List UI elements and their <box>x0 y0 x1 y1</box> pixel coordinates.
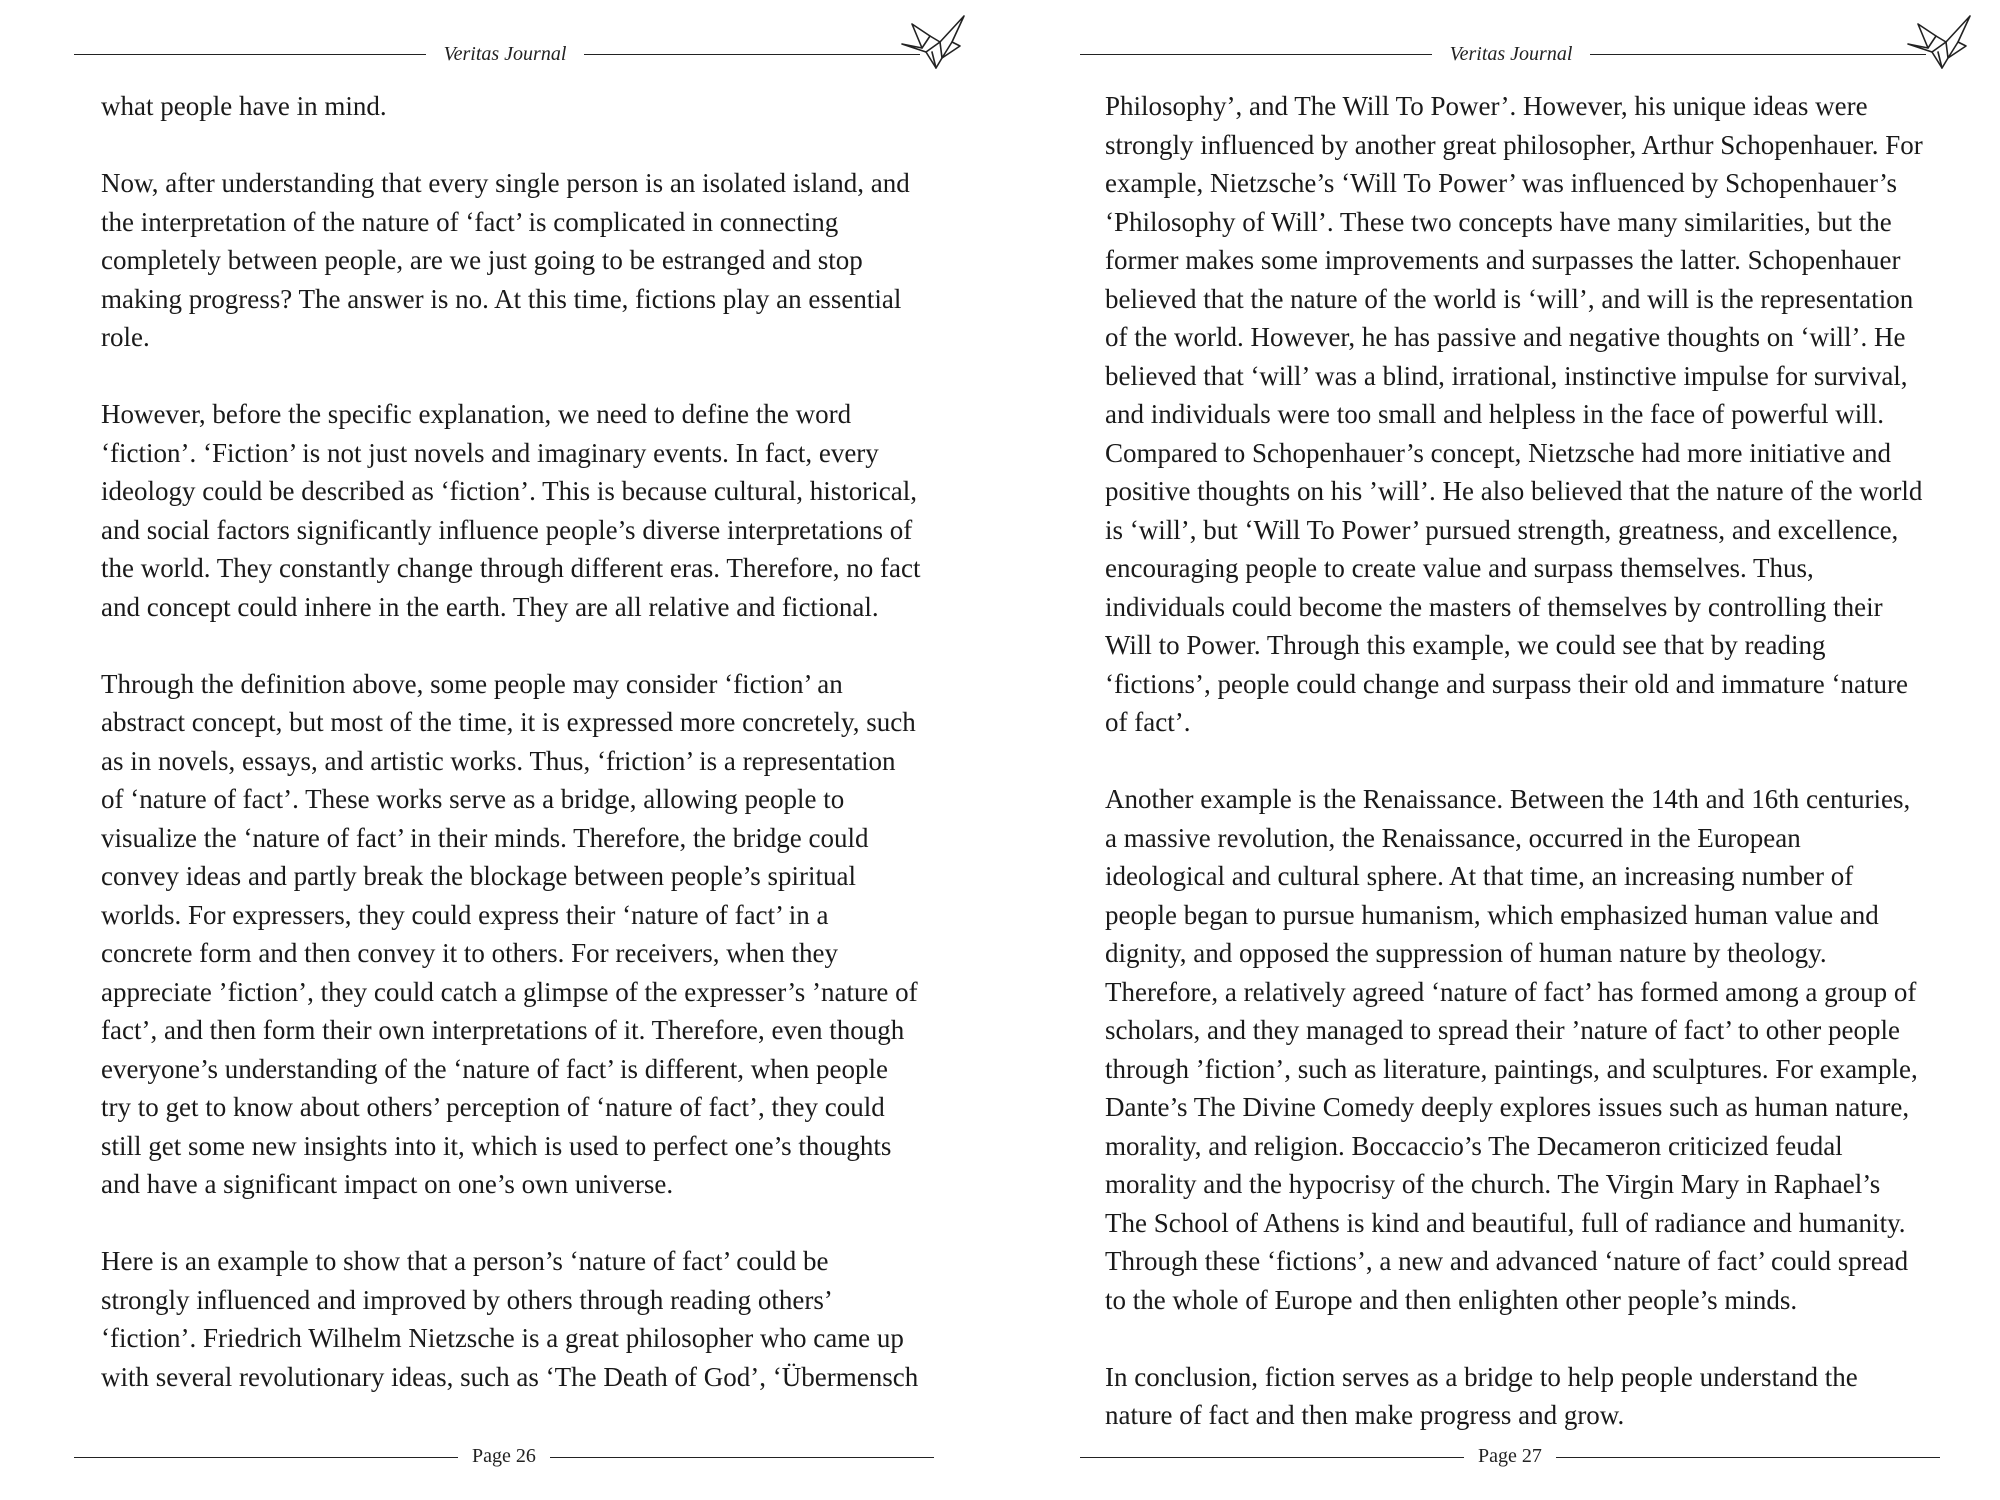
journal-title: Veritas Journal <box>443 43 567 65</box>
page-number: Page 27 <box>1478 1445 1542 1467</box>
footer-rule-left <box>1080 1457 1464 1458</box>
paragraph: Through the definition above, some people may consider ‘fiction’ an abstract concept, but most of the time, it is expressed more concretely, such as in novels, essays, and artistic works. Thus, ‘friction’ is a representation of ‘nature of fact’. These works serve as a bridge, allowing people to visualize the ‘nature of fact’ in their minds. Therefore, the bridge could convey ideas and partly break the blockage between people’s spiritual worlds. For expressers, they could express their ‘nature of fact’ in a concrete form and then convey it to others. For receivers, when they appreciate ’fiction’, they could catch a glimpse of the expresser’s ’nature of fact’, and then form their own interpretations of it. Therefore, even though everyone’s understanding of the ‘nature of fact’ is different, when people try to get to know about others’ perception of ‘nature of fact’, they could still get some new insights into it, which is used to perfect one’s thoughts and have a significant impact on one’s own universe. <box>101 668 918 1199</box>
header-rule-right <box>1590 54 1926 55</box>
page-body <box>1105 87 1925 1435</box>
paper-crane-icon <box>900 12 966 76</box>
page-number: Page 26 <box>472 1445 536 1467</box>
paragraph: Now, after understanding that every single person is an isolated island, and the interpretation of the nature of ‘fact’ is complicated in connecting completely between people, are we just going to be estranged and stop making progress? The answer is no. At this time, fictions play an essential role. <box>101 168 910 352</box>
paragraph: However, before the specific explanation, we need to define the word ‘fiction’. ‘Fiction’ is not just novels and imaginary events. In fact, every ideology could be described as ‘fiction’. This is because cultural, historical, and social factors significantly influence people’s diverse interpretations of the world. They constantly change through different eras. Therefore, no fact and concept could inhere in the earth. They are all relative and fictional. <box>101 399 921 622</box>
header-rule-left <box>74 54 426 55</box>
page-right <box>1000 0 2000 1500</box>
paragraph: Philosophy’, and The Will To Power’. However, his unique ideas were strongly influenced by another great philosopher, Arthur Schopenhauer. For example, Nietzsche’s ‘Will To Power’ was influenced by Schopenhauer’s ‘Philosophy of Will’. These two concepts have many similarities, but the former makes some improvements and surpasses the latter. Schopenhauer believed that the nature of the world is ‘will’, and will is the representation of the world. However, he has passive and negative thoughts on ‘will’. He believed that ‘will’ was a blind, irrational, instinctive impulse for survival, and individuals were too small and helpless in the face of powerful will. Compared to Schopenhauer’s concept, Nietzsche had more initiative and positive thoughts on his ’will’. He also believed that the nature of the world is ‘will’, but ‘Will To Power’ pursued strength, greatness, and excellence, encouraging people to create value and surpass themselves. Thus, individuals could become the masters of themselves by controlling their Will to Power. Through this example, we could see that by reading ‘fictions’, people could change and surpass their old and immature ‘nature of fact’. <box>1105 91 1923 737</box>
paragraph: what people have in mind. <box>101 91 387 121</box>
journal-title: Veritas Journal <box>1449 43 1573 65</box>
paper-crane-icon <box>1906 12 1972 76</box>
header-rule-right <box>584 54 920 55</box>
footer-rule-right <box>550 1457 934 1458</box>
paragraph: Another example is the Renaissance. Between the 14th and 16th centuries, a massive revolution, the Renaissance, occurred in the European ideological and cultural sphere. At that time, an increasing number of people began to pursue humanism, which emphasized human value and dignity, and opposed the suppression of human nature by theology. Therefore, a relatively agreed ‘nature of fact’ has formed among a group of scholars, and they managed to spread their ’nature of fact’ to other people through ’fiction’, such as literature, paintings, and sculptures. For example, Dante’s The Divine Comedy deeply explores issues such as human nature, morality, and religion. Boccaccio’s The Decameron criticized feudal morality and the hypocrisy of the church. The Virgin Mary in Raphael’s The School of Athens is kind and beautiful, full of radiance and humanity. Through these ‘fictions’, a new and advanced ‘nature of fact’ could spread to the whole of Europe and then enlighten other people’s minds. <box>1105 784 1918 1315</box>
footer-rule-left <box>74 1457 458 1458</box>
header-rule-left <box>1080 54 1432 55</box>
page-body <box>101 87 921 1396</box>
page-header <box>1080 36 1972 72</box>
page-header <box>74 36 966 72</box>
footer-rule-right <box>1556 1457 1940 1458</box>
page-footer <box>74 1442 934 1472</box>
paragraph: In conclusion, fiction serves as a bridge to help people understand the nature of fact and then make progress and grow. <box>1105 1361 1858 1430</box>
paragraph: Here is an example to show that a person’s ‘nature of fact’ could be strongly influenced and improved by others through reading others’ ‘fiction’. Friedrich Wilhelm Nietzsche is a great philosopher who came up with several revolutionary ideas, such as ‘The Death of God’, ‘Übermensch <box>101 1246 919 1392</box>
page-footer <box>1080 1442 1940 1472</box>
